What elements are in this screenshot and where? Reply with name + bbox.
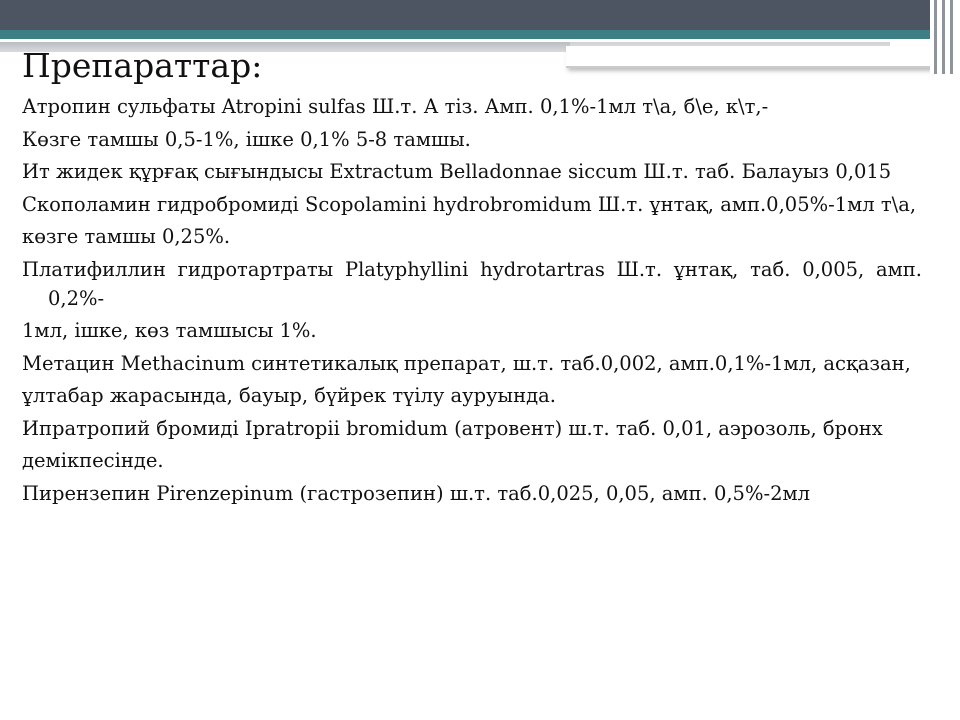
list-item: Атропин сульфаты Atropini sulfas Ш.т. А тіз. Амп. 0,1%-1мл т\а, б\е, к\т,- <box>22 95 769 118</box>
list-item: Ипратропий бромиді Ipratropii bromidum (атровент) ш.т. таб. 0,01, аэрозоль, бронх <box>22 416 883 440</box>
list-item: Скополамин гидробромиді Scopolamini hydrobromidum Ш.т. ұнтақ, амп.0,05%-1мл т\а, <box>22 192 917 216</box>
list-item: Пирензепин Pirenzepinum (гастрозепин) ш.т. таб.0,025, 0,05, амп. 0,5%-2мл <box>22 481 811 505</box>
vertical-line <box>950 0 953 74</box>
accent-bar <box>0 30 960 39</box>
slide-title: Препараттар: <box>22 46 263 85</box>
list-item: көзге тамшы 0,25%. <box>22 225 231 248</box>
list-item: ұлтабар жарасында, бауыр, бүйрек түілу ауруында. <box>22 384 556 407</box>
vertical-line <box>942 0 945 74</box>
list-item: демікпесінде. <box>22 449 164 472</box>
slide-content <box>22 44 922 511</box>
list-item: Ит жидек құрғақ сығындысы Extractum Belladonnae siccum Ш.т. таб. Балауыз 0,015 <box>22 160 892 183</box>
list-item: Метацин Methacinum синтетикалық препарат, ш.т. таб.0,002, амп.0,1%-1мл, асқазан, <box>22 351 911 375</box>
header-band <box>0 0 960 30</box>
vertical-line <box>934 0 937 74</box>
decorative-vertical-lines <box>930 0 960 74</box>
list-item: Көзге тамшы 0,5-1%, ішке 0,1% 5-8 тамшы. <box>22 127 471 151</box>
list-item: Платифиллин гидротартраты Platyphyllini hydrotartras Ш.т. ұнтақ, таб. 0,005, амп. 0,2%- <box>22 257 922 310</box>
list-item: 1мл, ішке, көз тамшысы 1%. <box>22 319 317 342</box>
